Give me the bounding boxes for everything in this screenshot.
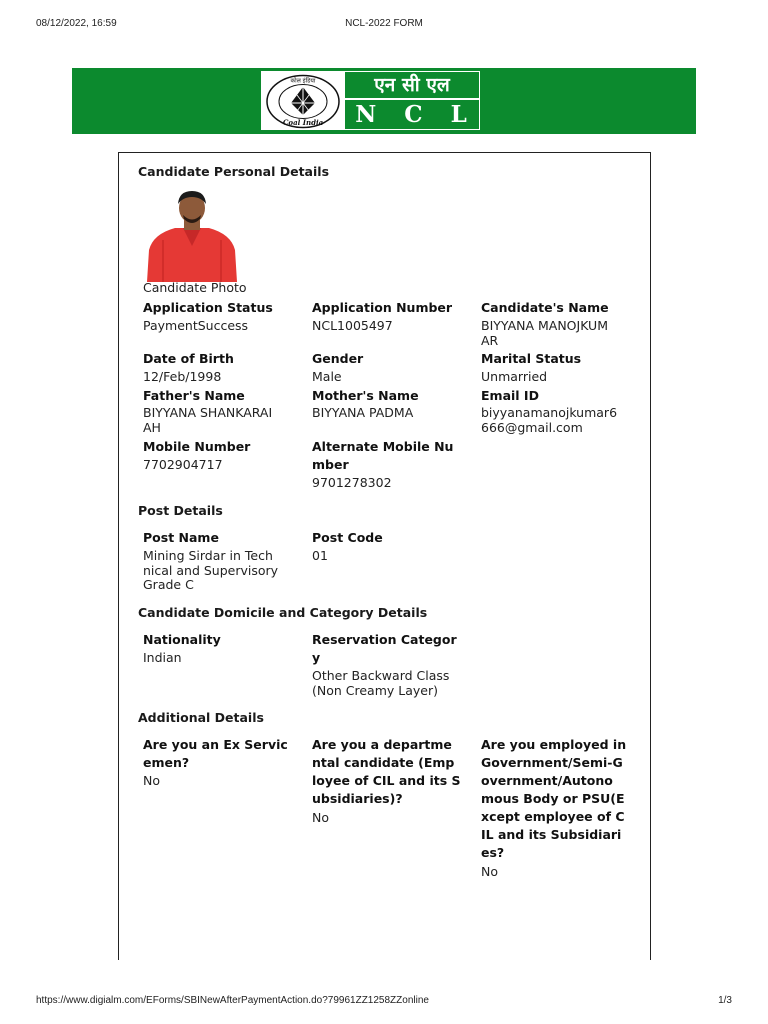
label-post-name: Post Name (143, 530, 219, 545)
value-dob: 12/Feb/1998 (143, 369, 222, 384)
print-url: https://www.digialm.com/EForms/SBINewAfterPaymentAction.do?79961ZZ1258ZZonline (36, 995, 429, 1006)
emblem-hindi-text: कोल इंडिया (290, 77, 316, 85)
value-nationality: Indian (143, 650, 182, 665)
value-ex-serviceman: No (143, 773, 160, 788)
label-alt-mobile-line1: Alternate Mobile Nu (312, 439, 454, 454)
label-govt-employed-line5: xcept employee of C (481, 809, 625, 824)
value-post-name-line3: Grade C (143, 577, 194, 592)
label-departmental-line4: ubsidiaries)? (312, 791, 403, 806)
label-dob: Date of Birth (143, 351, 234, 366)
print-page-number: 1/3 (718, 995, 732, 1006)
label-ex-serviceman-line2: emen? (143, 755, 190, 770)
value-govt-employed: No (481, 864, 498, 879)
label-mother-name: Mother's Name (312, 388, 419, 403)
label-marital-status: Marital Status (481, 351, 582, 366)
value-email-line1: biyyanamanojkumar6 (481, 405, 618, 420)
section-additional-title: Additional Details (138, 710, 264, 725)
print-footer (36, 995, 732, 1009)
value-post-code: 01 (312, 548, 328, 563)
label-govt-employed-line3: overnment/Autono (481, 773, 613, 788)
label-application-status: Application Status (143, 300, 273, 315)
value-mobile: 7702904717 (143, 457, 223, 472)
value-reservation-line1: Other Backward Class (312, 668, 450, 683)
section-personal-title: Candidate Personal Details (138, 164, 330, 179)
label-govt-employed-line1: Are you employed in (481, 737, 627, 752)
value-reservation-line2: (Non Creamy Layer) (312, 683, 438, 698)
label-govt-employed-line6: IL and its Subsidiari (481, 827, 622, 842)
label-govt-employed-line4: mous Body or PSU(E (481, 791, 625, 806)
value-father-name-line2: AH (143, 420, 161, 435)
value-marital-status: Unmarried (481, 369, 548, 384)
label-departmental-line2: ntal candidate (Emp (312, 755, 455, 770)
value-application-number: NCL1005497 (312, 318, 393, 333)
ncl-banner (72, 68, 696, 134)
label-gender: Gender (312, 351, 364, 366)
print-header (36, 18, 732, 32)
section-domicile-title: Candidate Domicile and Category Details (138, 605, 428, 620)
logo-ncl-text: N C L (345, 100, 479, 129)
candidate-photo (143, 188, 241, 282)
value-post-name-line2: nical and Supervisory (143, 563, 279, 578)
value-alt-mobile: 9701278302 (312, 475, 392, 490)
value-candidate-name-line1: BIYYANA MANOJKUM (481, 318, 608, 333)
value-post-name-line1: Mining Sirdar in Tech (143, 548, 273, 563)
print-datetime: 08/12/2022, 16:59 (36, 18, 117, 29)
label-alt-mobile-line2: mber (312, 457, 349, 472)
label-departmental-line3: loyee of CIL and its S (312, 773, 461, 788)
label-father-name: Father's Name (143, 388, 245, 403)
label-application-number: Application Number (312, 300, 453, 315)
photo-caption: Candidate Photo (143, 280, 247, 295)
logo-hindi-text: एन सी एल (345, 72, 479, 98)
label-govt-employed-line7: es? (481, 845, 505, 860)
emblem-text: Coal India (282, 118, 324, 127)
value-mother-name: BIYYANA PADMA (312, 405, 414, 420)
label-departmental-line1: Are you a departme (312, 737, 452, 752)
section-post-title: Post Details (138, 503, 223, 518)
ncl-logo (260, 70, 481, 131)
label-ex-serviceman-line1: Are you an Ex Servic (143, 737, 288, 752)
label-mobile: Mobile Number (143, 439, 251, 454)
label-reservation-line2: y (312, 650, 321, 665)
label-reservation-line1: Reservation Categor (312, 632, 457, 647)
label-email: Email ID (481, 388, 539, 403)
label-govt-employed-line2: Government/Semi-G (481, 755, 623, 770)
value-candidate-name-line2: AR (481, 333, 499, 348)
value-application-status: PaymentSuccess (143, 318, 249, 333)
coal-india-emblem-icon (263, 73, 343, 130)
value-father-name-line1: BIYYANA SHANKARAI (143, 405, 273, 420)
label-post-code: Post Code (312, 530, 383, 545)
value-departmental: No (312, 810, 329, 825)
value-email-line2: 666@gmail.com (481, 420, 583, 435)
label-candidate-name: Candidate's Name (481, 300, 609, 315)
print-title: NCL-2022 FORM (345, 18, 423, 29)
candidate-photo-image (143, 188, 241, 282)
label-nationality: Nationality (143, 632, 221, 647)
value-gender: Male (312, 369, 342, 384)
